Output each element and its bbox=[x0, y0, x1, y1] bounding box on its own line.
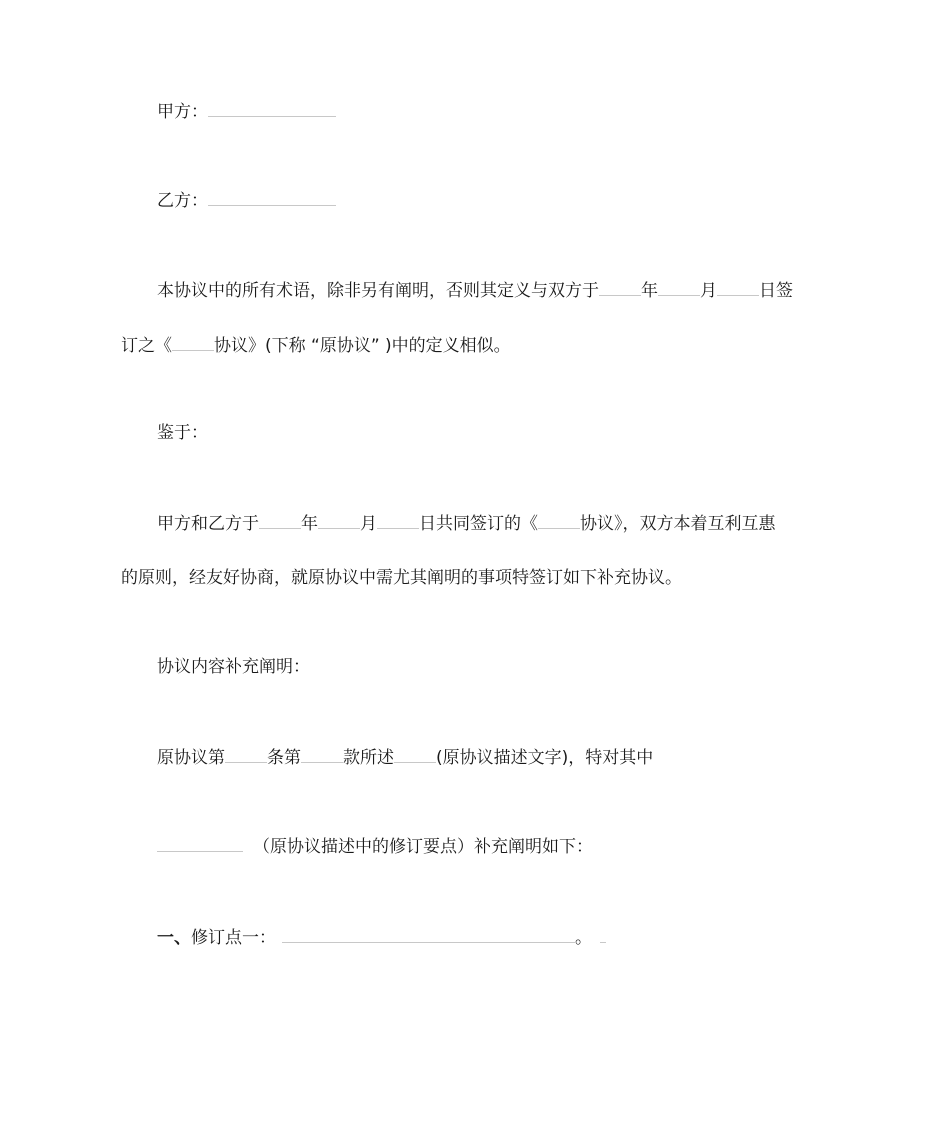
clause-text-4: (原协议描述文字)，特对其中 bbox=[436, 748, 654, 768]
terms-year-label: 年 bbox=[641, 281, 658, 301]
revision-blank[interactable] bbox=[282, 924, 575, 943]
terms-month-blank[interactable] bbox=[658, 277, 700, 296]
recital-line-2 bbox=[121, 566, 682, 590]
clause-desc-blank[interactable] bbox=[394, 744, 436, 763]
whereas-line bbox=[157, 421, 208, 445]
clause-line-1 bbox=[157, 744, 653, 768]
clause-point-blank[interactable] bbox=[157, 833, 243, 852]
recital-month-label: 月 bbox=[360, 514, 377, 534]
clause-text-5: （原协议描述中的修订要点）补充阐明如下： bbox=[253, 837, 593, 857]
recital-month-blank[interactable] bbox=[318, 510, 360, 529]
party-b-line bbox=[157, 187, 336, 211]
party-a-line bbox=[157, 98, 336, 122]
recital-line-1 bbox=[157, 510, 776, 534]
recital-text-2: 日共同签订的《 bbox=[419, 514, 538, 534]
recital-year-label: 年 bbox=[301, 514, 318, 534]
terms-year-blank[interactable] bbox=[599, 277, 641, 296]
revision-label: 修订点一： bbox=[191, 928, 276, 948]
supplement-line bbox=[157, 655, 310, 679]
clause-text-1: 原协议第 bbox=[157, 748, 225, 768]
revision-end: 。 bbox=[575, 928, 592, 948]
revision-line bbox=[157, 924, 606, 948]
terms-text-2: 日签 bbox=[759, 281, 793, 301]
clause-paragraph-blank[interactable] bbox=[301, 744, 343, 763]
recital-text-3: 协议》，双方本着互利互惠 bbox=[580, 514, 776, 534]
party-a-blank[interactable] bbox=[208, 98, 336, 117]
clause-line-2 bbox=[157, 833, 593, 857]
recital-year-blank[interactable] bbox=[259, 510, 301, 529]
recital-text-1: 甲方和乙方于 bbox=[157, 514, 259, 534]
terms-line-2 bbox=[121, 332, 511, 356]
clause-article-blank[interactable] bbox=[225, 744, 267, 763]
terms-text-4: 协议》(下称 “原协议” )中的定义相似。 bbox=[214, 336, 511, 356]
terms-line-1 bbox=[157, 277, 793, 301]
clause-text-3: 款所述 bbox=[343, 748, 394, 768]
party-b-label: 乙方： bbox=[157, 191, 208, 211]
clause-text-2: 条第 bbox=[267, 748, 301, 768]
party-b-blank[interactable] bbox=[208, 187, 336, 206]
whereas-label: 鉴于： bbox=[157, 423, 208, 443]
terms-text-3: 订之《 bbox=[121, 336, 172, 356]
terms-day-blank[interactable] bbox=[717, 277, 759, 296]
recital-text-4: 的原则，经友好协商，就原协议中需尤其阐明的事项特签订如下补充协议。 bbox=[121, 568, 682, 588]
terms-agreement-blank[interactable] bbox=[172, 332, 214, 351]
revision-tail-blank bbox=[600, 924, 606, 943]
recital-day-blank[interactable] bbox=[377, 510, 419, 529]
recital-agreement-blank[interactable] bbox=[538, 510, 580, 529]
revision-number: 一、 bbox=[157, 928, 191, 948]
terms-text-1: 本协议中的所有术语，除非另有阐明，否则其定义与双方于 bbox=[157, 281, 599, 301]
party-a-label: 甲方： bbox=[157, 102, 208, 122]
supplement-label: 协议内容补充阐明： bbox=[157, 657, 310, 677]
terms-month-label: 月 bbox=[700, 281, 717, 301]
